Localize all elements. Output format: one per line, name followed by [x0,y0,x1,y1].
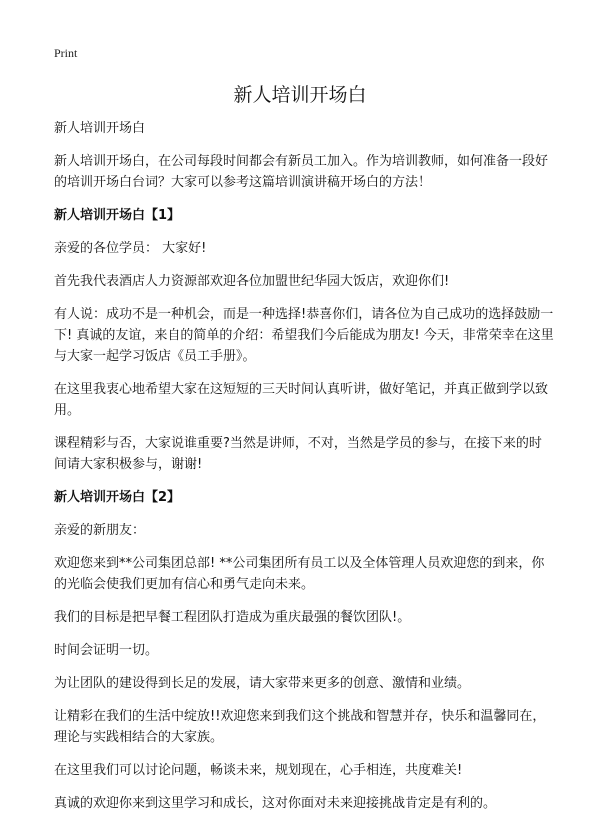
print-link[interactable]: Print [54,46,78,60]
paragraph: 亲爱的各位学员： 大家好! [54,241,207,256]
paragraph: 首先我代表酒店人力资源部欢迎各位加盟世纪华园大饭店，欢迎你们! [54,274,450,289]
paragraph: 有人说：成功不是一种机会，而是一种选择!恭喜你们，请各位为自己成功的选择鼓励一下! 真诚的友谊，来自的简单的介绍：希望我们今后能成为朋友! 今天，非常荣幸在这里与大家一起学习饭店《员工手册》。 [54,307,554,364]
paragraph: 真诚的欢迎你来到这里学习和成长，这对你面对未来迎接挑战肯定是有利的。 [54,796,497,811]
paragraph: 新人培训开场白，在公司每段时间都会有新员工加入。作为培训教师，如何准备一段好的培训开场白台词？大家可以参考这篇培训演讲稿开场白的方法！ [54,154,549,190]
paragraph: 在这里我们可以讨论问题，畅谈未来，规划现在，心手相连，共度难关! [54,763,463,778]
paragraph: 让精彩在我们的生活中绽放!!欢迎您来到我们这个挑战和智慧并存，快乐和温馨同在，理论与实践相结合的大家族。 [54,709,546,745]
paragraph: 为让团队的建设得到长足的发展，请大家带来更多的创意、激情和业绩。 [54,676,471,691]
section-heading: 新人培训开场白【1】 [54,208,181,223]
paragraph: 课程精彩与否，大家说谁重要?当然是讲师，不对，当然是学员的参与，在接下来的时间请大家积极参与，谢谢! [54,436,542,472]
paragraph: 时间会证明一切。 [54,643,159,658]
paragraph: 亲爱的新朋友： [54,523,146,538]
page-title: 新人培训开场白 [233,84,367,106]
paragraph: 我们的目标是把早餐工程团队打造成为重庆最强的餐饮团队!。 [54,610,411,625]
section-heading: 新人培训开场白【2】 [54,490,181,505]
paragraph: 在这里我衷心地希望大家在这短短的三天时间认真听讲，做好笔记，并真正做到学以致用。 [54,382,549,418]
article-body [54,118,554,826]
paragraph: 新人培训开场白 [54,121,146,136]
paragraph: 欢迎您来到**公司集团总部! **公司集团所有员工以及全体管理人员欢迎您的到来，你的光临会使我们更加有信心和勇气走向未来。 [54,556,545,592]
